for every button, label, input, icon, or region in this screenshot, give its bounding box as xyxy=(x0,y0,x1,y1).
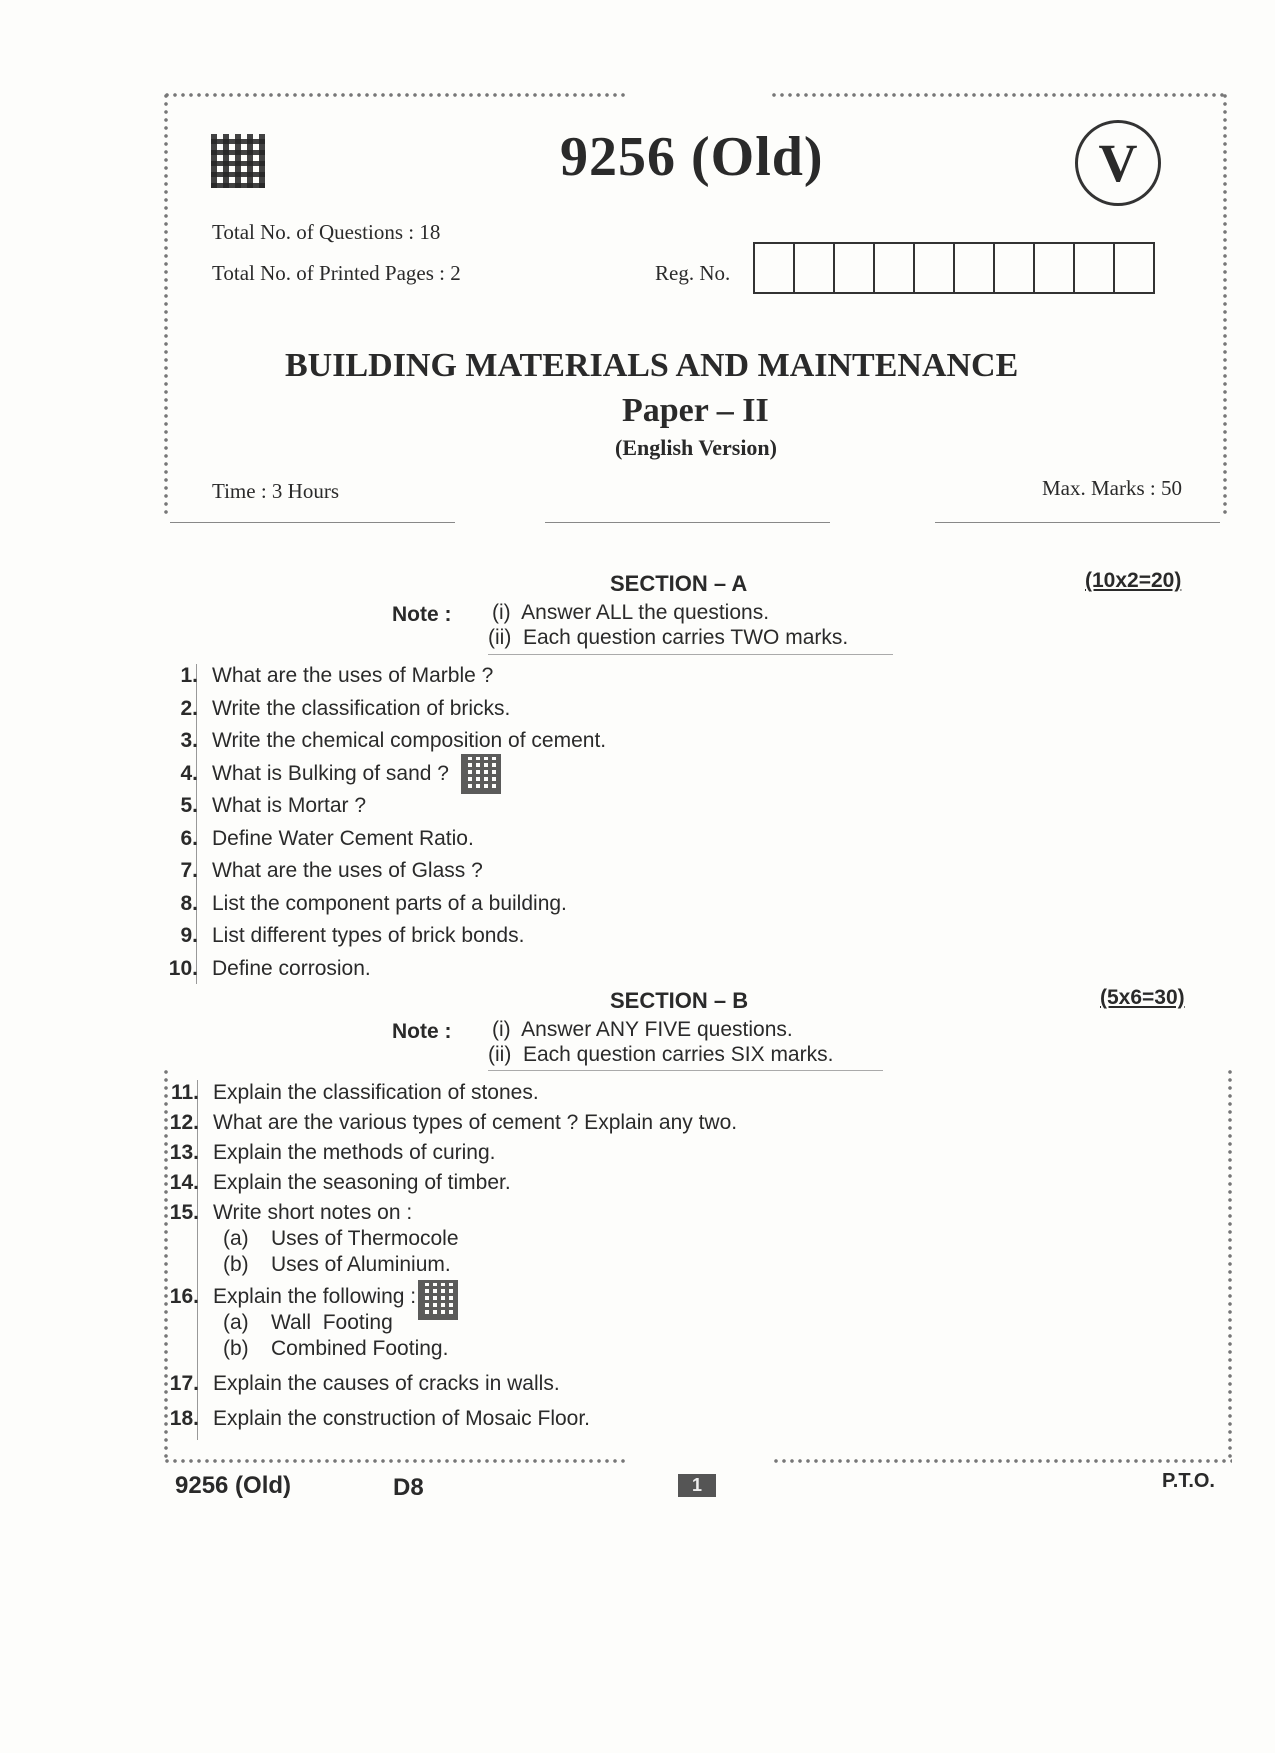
question-row: 2. Write the classification of bricks. xyxy=(180,696,511,720)
footer-code: 9256 (Old) xyxy=(175,1472,292,1499)
question-row: 3. Write the chemical composition of cement. xyxy=(180,729,607,752)
total-questions: Total No. of Questions : 18 xyxy=(212,220,441,244)
question-row: 7. What are the uses of Glass ? xyxy=(180,859,483,882)
header-rule-3 xyxy=(935,522,1220,523)
section-a-questions xyxy=(162,660,862,985)
question-row: 8. List the component parts of a building. xyxy=(180,891,567,915)
question-row: 13. Explain the methods of curing. xyxy=(169,1141,496,1164)
page-number: 1 xyxy=(678,1474,716,1497)
footer-set: D8 xyxy=(393,1474,424,1501)
time-allowed: Time : 3 Hours xyxy=(212,479,339,503)
header-rule-2 xyxy=(545,522,830,523)
section-a-note-rule xyxy=(488,654,893,655)
header-rule-1 xyxy=(170,522,455,523)
sub-question: (b) Uses of Aluminium. xyxy=(223,1253,451,1276)
language-version: (English Version) xyxy=(615,435,777,460)
section-a-title: SECTION – A xyxy=(610,571,748,596)
question-row: 18. Explain the construction of Mosaic Floor. xyxy=(169,1407,591,1430)
section-b-border-right xyxy=(1227,1068,1233,1460)
section-b-note-1: (i) Answer ANY FIVE questions. xyxy=(492,1018,793,1041)
paper-number: Paper – II xyxy=(622,392,769,429)
question-row: 11. Explain the classification of stones. xyxy=(170,1081,539,1104)
datamatrix-code-icon xyxy=(211,134,265,188)
section-b-note-label: Note : xyxy=(392,1020,452,1043)
question-row: 17. Explain the causes of cracks in walls. xyxy=(169,1372,560,1395)
question-row: 6. Define Water Cement Ratio. xyxy=(180,826,474,850)
header-border-left xyxy=(163,92,169,517)
reg-no-boxes[interactable] xyxy=(753,242,1155,294)
version-letter: V xyxy=(1098,133,1138,193)
question-row: 1. What are the uses of Marble ? xyxy=(180,664,494,687)
pto-label: P.T.O. xyxy=(1162,1470,1215,1492)
section-b-border-bottom-left xyxy=(163,1458,625,1464)
question-row: 16. Explain the following : xyxy=(163,1283,1063,1310)
total-pages: Total No. of Printed Pages : 2 xyxy=(212,261,461,285)
section-a-note-2: (ii) Each question carries TWO marks. xyxy=(488,626,849,649)
section-b-title: SECTION – B xyxy=(610,988,749,1013)
qr-code-icon xyxy=(418,1280,458,1320)
sub-question: (a) Uses of Thermocole xyxy=(223,1227,459,1250)
version-badge xyxy=(1075,120,1161,206)
subject-title: BUILDING MATERIALS AND MAINTENANCE xyxy=(285,347,1019,384)
section-b-note-rule xyxy=(488,1070,883,1071)
question-row: 4. What is Bulking of sand ? xyxy=(162,758,862,791)
question-row: 5. What is Mortar ? xyxy=(180,794,367,817)
question-row: 15. Write short notes on : xyxy=(169,1201,413,1224)
reg-no-label: Reg. No. xyxy=(655,261,731,285)
question-row: 14. Explain the seasoning of timber. xyxy=(169,1171,511,1194)
question-row: 12. What are the various types of cement ? Explain any two. xyxy=(169,1111,738,1134)
sub-question: (b) Combined Footing. xyxy=(223,1337,449,1360)
section-b-questions xyxy=(163,1079,1063,1432)
header-border-top-left xyxy=(163,92,625,98)
section-a-note-1: (i) Answer ALL the questions. xyxy=(492,601,770,624)
max-marks: Max. Marks : 50 xyxy=(1042,476,1182,500)
header-border-right xyxy=(1222,92,1228,517)
section-b-border-bottom-right xyxy=(772,1458,1232,1464)
sub-question: (a) Wall Footing xyxy=(223,1311,393,1334)
section-b-marks: (5x6=30) xyxy=(1100,986,1185,1009)
section-a-marks: (10x2=20) xyxy=(1085,569,1182,592)
section-a-note-label: Note : xyxy=(392,603,452,626)
question-row: 9. List different types of brick bonds. xyxy=(180,924,525,947)
question-row: 10. Define corrosion. xyxy=(168,956,371,980)
section-b-note-2: (ii) Each question carries SIX marks. xyxy=(488,1043,834,1066)
paper-code: 9256 (Old) xyxy=(560,126,824,188)
qr-code-icon xyxy=(461,754,501,794)
header-border-top-right xyxy=(770,92,1227,98)
